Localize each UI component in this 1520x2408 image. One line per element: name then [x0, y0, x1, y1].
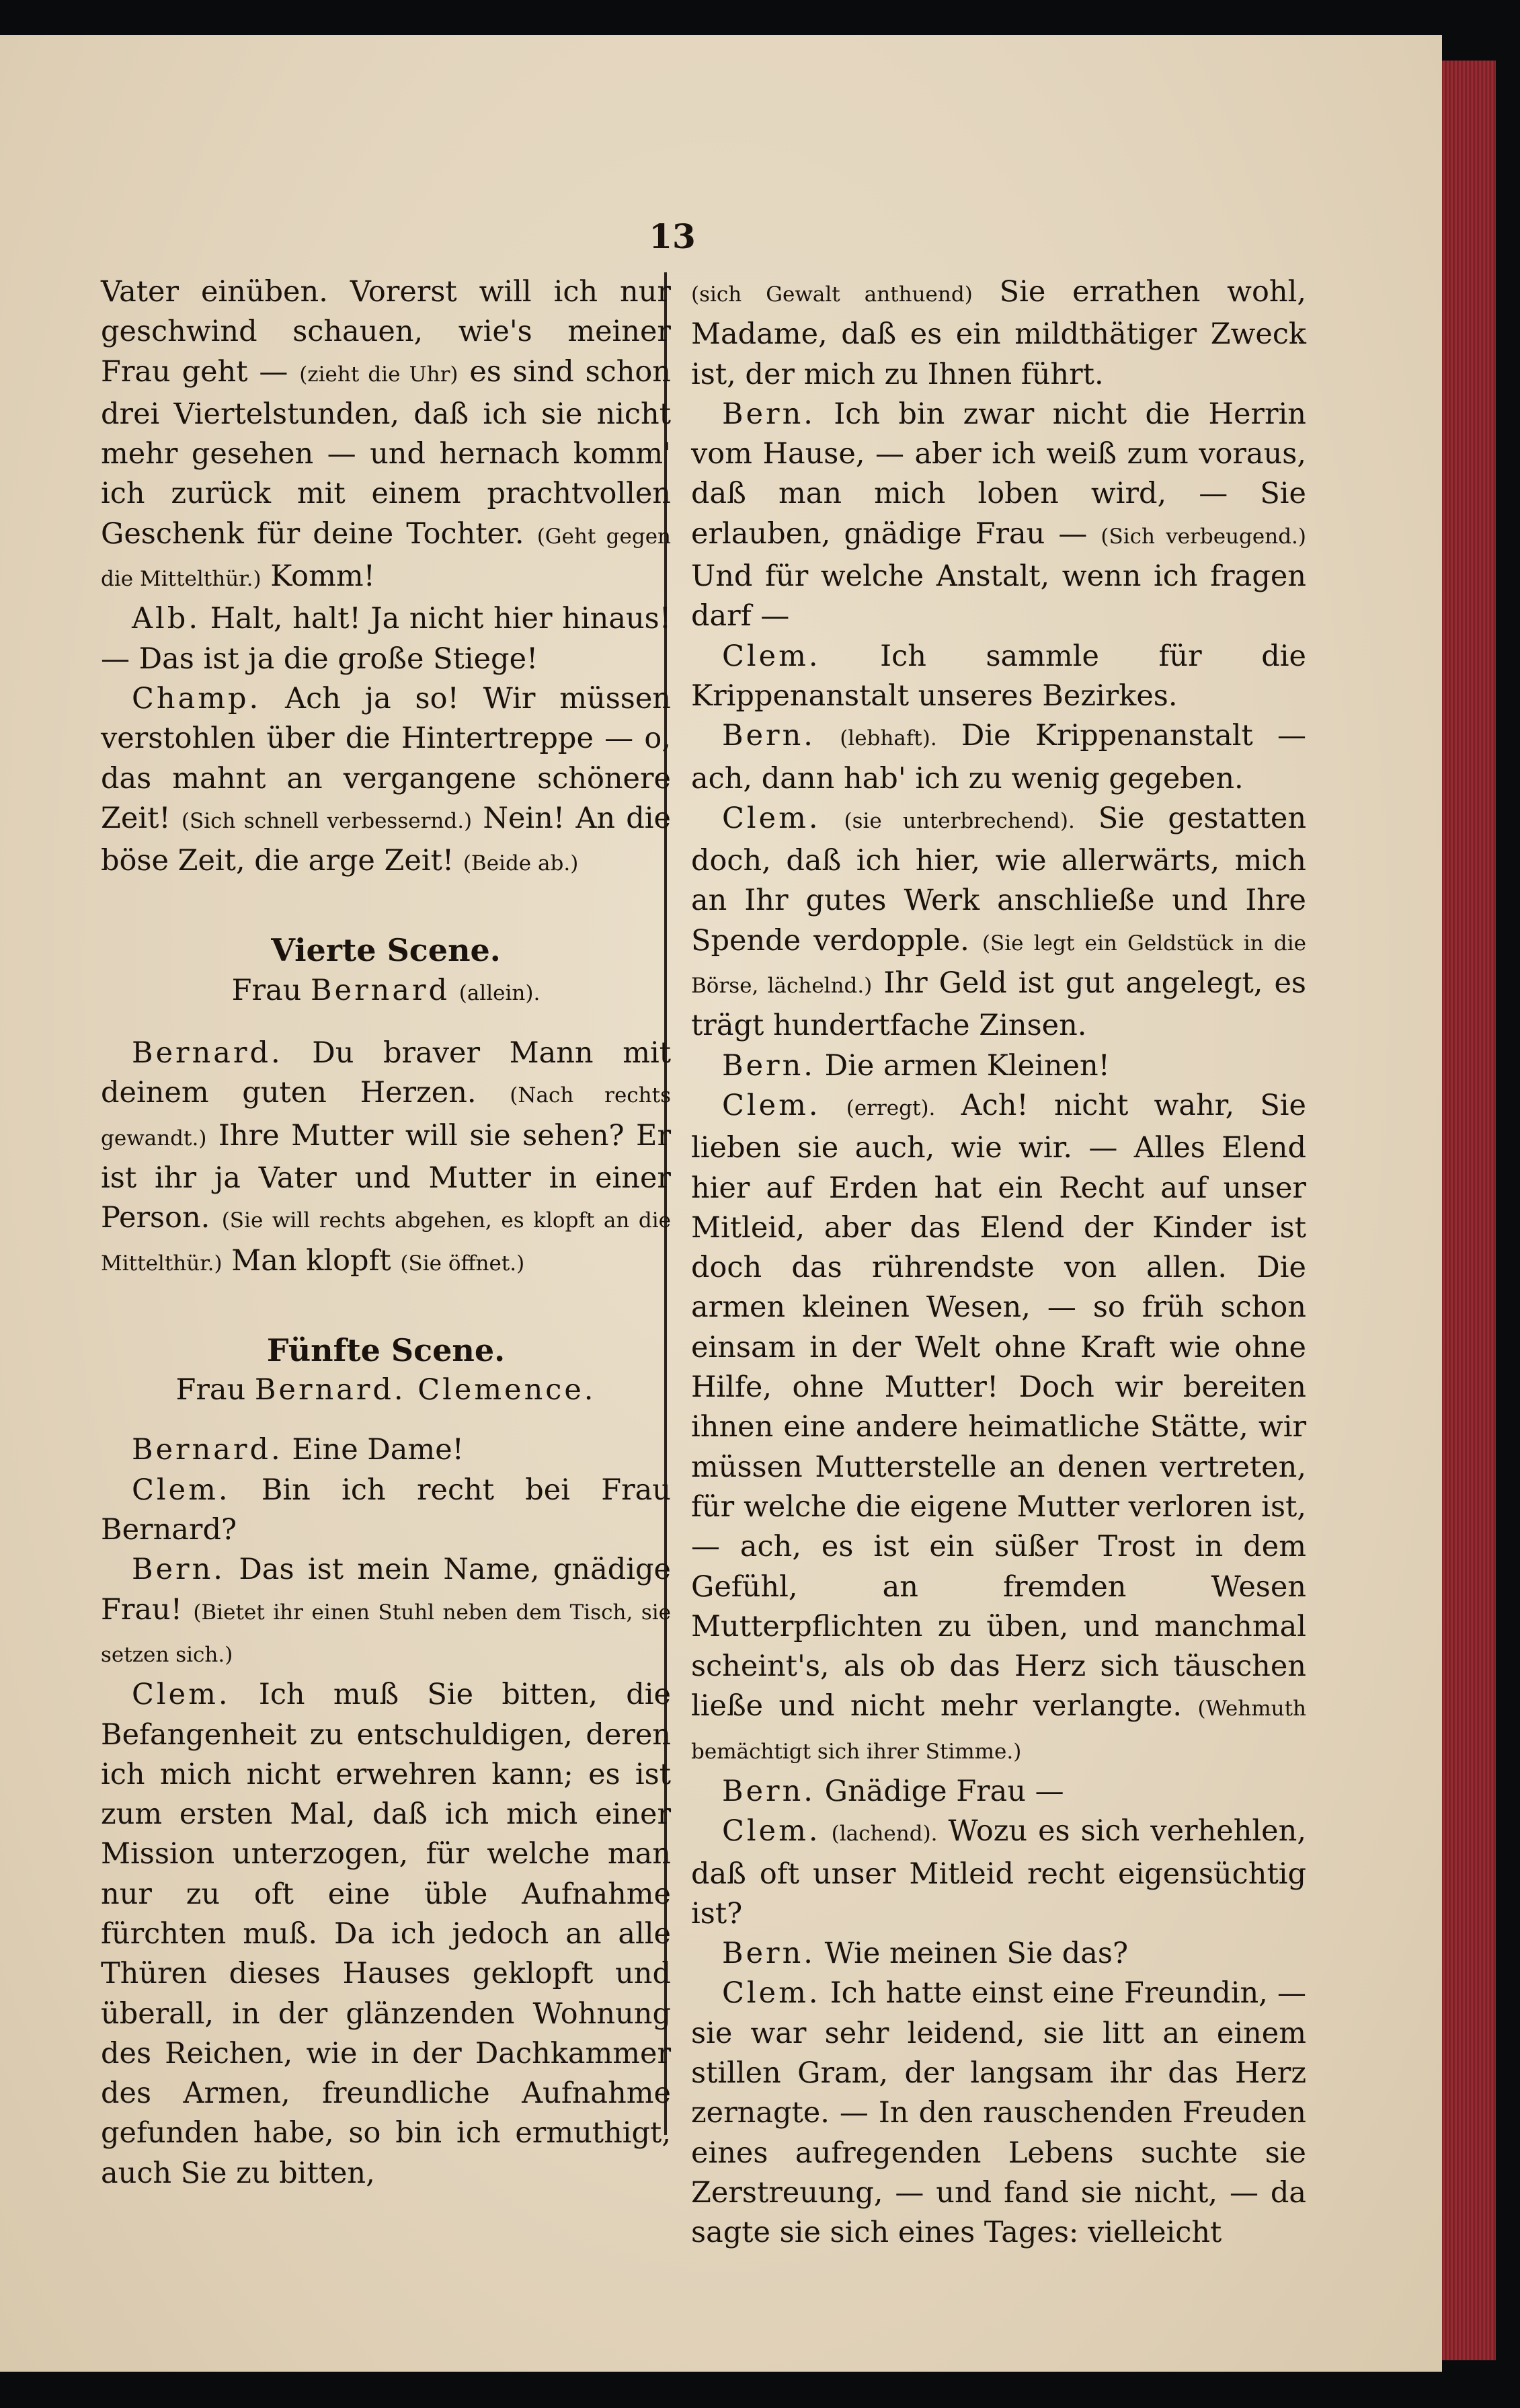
text-run: Du braver Mann mit deinem guten Herzen. — [101, 1036, 671, 1110]
dialogue-paragraph — [101, 1675, 671, 2193]
text-run — [821, 802, 844, 835]
speaker-name: Bernard — [311, 973, 450, 1007]
speaker-name: Bernard. — [132, 1036, 283, 1071]
text-run: Ihr Geld ist gut angelegt, es trägt hundertfache Zinsen. — [691, 966, 1306, 1043]
scene-heading: Vierte Scene. — [271, 932, 501, 969]
text-run: Sie errathen wohl, Madame, daß es ein mildthätiger Zweck ist, der mich zu Ihnen führt. — [691, 275, 1306, 391]
left-column — [101, 272, 671, 2193]
text-run: Vater einüben. Vorerst will ich nur geschwind schauen, wie's meiner Frau geht — — [101, 275, 671, 389]
speaker-name: Clem. — [132, 1473, 231, 1507]
stage-direction: (Sie öffnet.) — [400, 1251, 525, 1276]
speaker-name: Clem. — [722, 1976, 821, 2011]
stage-direction: (Nach rechts gewandt.) — [101, 1083, 671, 1151]
dialogue-paragraph — [101, 679, 671, 884]
text-run: Ich hatte einst eine Freundin, — sie war sehr leidend, sie litt an einem stillen Gram, der langsam ihr das Herz zernagte. — In den rauschenden Freuden eines aufregenden Lebens suchte sie Zerstreuung, — und fand sie nicht, — da sagte sie sich eines Tages: vielleicht — [691, 1976, 1306, 2250]
speaker-name: Bern. — [722, 1774, 815, 1808]
dialogue-paragraph — [691, 1086, 1306, 1772]
stage-direction: (Bietet ihr einen Stuhl neben dem Tisch, sie setzen sich.) — [101, 1600, 671, 1667]
dialogue-paragraph — [691, 395, 1306, 637]
dialogue-paragraph — [691, 1934, 1306, 1974]
text-run: Halt, halt! Ja nicht hier hinaus! — Das ist ja die große Stiege! — [101, 602, 671, 676]
stage-direction: (sie unterbrechend). — [844, 808, 1075, 833]
stage-direction: (erregt). — [846, 1095, 936, 1120]
speaker-name: Bern. — [722, 1048, 815, 1083]
text-run: Bin ich recht bei Frau Bernard? — [101, 1473, 671, 1547]
spacer — [101, 1013, 671, 1034]
cast-line — [101, 1370, 671, 1410]
stage-direction: (sich Gewalt anthuend) — [691, 282, 973, 307]
text-run: Eine Dame! — [282, 1433, 464, 1467]
dialogue-paragraph — [101, 599, 671, 679]
dialogue-paragraph — [691, 799, 1306, 1046]
scene-heading: Fünfte Scene. — [266, 1331, 506, 1368]
stage-direction: (Wehmuth bemächtigt sich ihrer Stimme.) — [691, 1697, 1306, 1764]
speaker-name: Bernard. Clemence. — [254, 1373, 596, 1407]
text-run: Frau — [175, 1373, 255, 1407]
text-run: Ich muß Sie bitten, die Befangenheit zu entschuldigen, deren ich mich nicht erwehren kann; es ist zum ersten Mal, daß ich mich einer Mission unterzogen, für welche man nur zu oft eine üble Aufnahme fürchten muß. Da ich jedoch an alle Thüren dieses Hauses geklopft und überall, in der glänzenden Wohnung des Reichen, wie in der Dachkammer des Armen, freundliche Aufnahme gefunden habe, so bin ich ermuthigt, auch Sie zu bitten, — [101, 1678, 671, 2190]
text-run: Komm! — [261, 559, 375, 594]
text-run: Frau — [231, 973, 311, 1007]
page-number: 13 — [649, 217, 696, 256]
dialogue-paragraph — [691, 272, 1306, 395]
spacer — [101, 884, 671, 931]
text-run: Wozu es sich verhehlen, daß oft unser Mitleid recht eigensüchtig ist? — [691, 1814, 1306, 1931]
text-run — [815, 719, 840, 752]
text-run: Ach! nicht wahr, Sie lieben sie auch, wie wir. — Alles Elend hier auf Erden hat ein Recht auf unser Mitleid, aber das Elend der Kinder ist doch das rührendste von allen. Die armen kleinen Wesen, — so früh schon einsam in der Welt ohne Kraft wie ohne Hilfe, ohne Mutter! Doch wir bereiten ihnen eine andere heimatliche Stätte, wir müssen Mutterstelle an denen vertreten, für welche die eigene Mutter verloren ist, — ach, es ist ein süßer Trost in dem Gefühl, an fremden Wesen Mutterpflichten zu üben, und manchmal scheint's, als ob das Herz sich täuschen ließe und nicht mehr verlangte. — [691, 1088, 1306, 1723]
text-run: Ihre Mutter will sie sehen? Er ist ihr ja Vater und Mutter in einer Person. — [101, 1118, 671, 1235]
dialogue-paragraph — [101, 1471, 671, 1551]
text-run: Die armen Kleinen! — [815, 1048, 1110, 1083]
text-run: Gnädige Frau — — [815, 1774, 1064, 1808]
text-run — [821, 1814, 832, 1848]
dialogue-paragraph — [101, 1550, 671, 1675]
stage-direction: (Beide ab.) — [463, 851, 579, 876]
speaker-name: Alb. — [132, 602, 200, 636]
dialogue-paragraph — [691, 1046, 1306, 1086]
dialogue-paragraph — [101, 1430, 671, 1470]
cast-line — [101, 971, 671, 1013]
speaker-name: Bern. — [722, 1937, 815, 1971]
page-edges — [1442, 61, 1496, 2360]
text-run: Ich sammle für die Krippenanstalt unseres Bezirkes. — [691, 639, 1306, 713]
speaker-name: Clem. — [722, 1088, 821, 1122]
speaker-name: Bernard. — [132, 1433, 283, 1467]
right-column — [691, 272, 1306, 2253]
dialogue-paragraph — [691, 716, 1306, 799]
dialogue-paragraph — [101, 1034, 671, 1284]
text-run: Ich bin zwar nicht die Herrin vom Hause, — aber ich weiß zum voraus, daß man mich loben wird, — Sie erlauben, gnädige Frau — — [691, 397, 1306, 551]
stage-direction: (Geht gegen die Mittelthür.) — [101, 524, 672, 592]
stage-direction: (Sie legt ein Geldstück in die Börse, lächelnd.) — [691, 931, 1306, 999]
speaker-name: Clem. — [722, 801, 821, 835]
text-run: Nein! An die böse Zeit, die arge Zeit! — [101, 801, 672, 878]
speaker-name: Bern. — [722, 397, 815, 431]
speaker-name: Clem. — [722, 1814, 821, 1849]
speaker-name: Clem. — [132, 1678, 231, 1712]
stage-direction: (zieht die Uhr) — [299, 362, 458, 387]
text-run: es sind schon drei Viertelstunden, daß ich sie nicht mehr gesehen — und hernach komm' ich zurück mit einem prachtvollen Geschenk für deine Tochter. — [101, 354, 671, 551]
stage-direction: (Sich schnell verbessernd.) — [181, 808, 473, 833]
text-run — [450, 974, 459, 1007]
stage-direction: (allein). — [458, 980, 541, 1005]
speaker-name: Champ. — [132, 681, 262, 715]
spacer — [101, 1284, 671, 1331]
text-run: Und für welche Anstalt, wenn ich fragen darf — — [691, 559, 1306, 633]
text-run — [821, 1089, 846, 1122]
speaker-name: Bern. — [132, 1553, 225, 1587]
speaker-name: Clem. — [722, 639, 821, 673]
text-run: Ach ja so! Wir müssen verstohlen über die Hintertreppe — o, das mahnt an vergangene schönere Zeit! — [101, 681, 671, 835]
dialogue-paragraph — [691, 1974, 1306, 2253]
text-run: Wie meinen Sie das? — [815, 1937, 1129, 1971]
stage-direction: (lebhaft). — [840, 726, 937, 751]
text-run: Die Krippenanstalt — ach, dann hab' ich zu wenig gegeben. — [691, 719, 1306, 795]
dialogue-paragraph — [101, 272, 671, 599]
text-run: Man klopft — [222, 1243, 401, 1278]
dialogue-paragraph — [691, 1772, 1306, 1812]
stage-direction: (Sie will rechts abgehen, es klopft an die Mittelthür.) — [101, 1208, 671, 1276]
dialogue-paragraph — [691, 637, 1306, 717]
speaker-name: Bern. — [722, 719, 815, 753]
stage-direction: (Sich verbeugend.) — [1101, 524, 1306, 549]
stage-direction: (lachend). — [831, 1822, 938, 1847]
text-run: Das ist mein Name, gnädige Frau! — [101, 1553, 671, 1627]
dialogue-paragraph — [691, 1812, 1306, 1934]
text-run: Sie gestatten doch, daß ich hier, wie allerwärts, mich an Ihr gutes Werk anschließe und Ihre Spende verdopple. — [691, 801, 1307, 958]
spacer — [101, 1410, 671, 1430]
